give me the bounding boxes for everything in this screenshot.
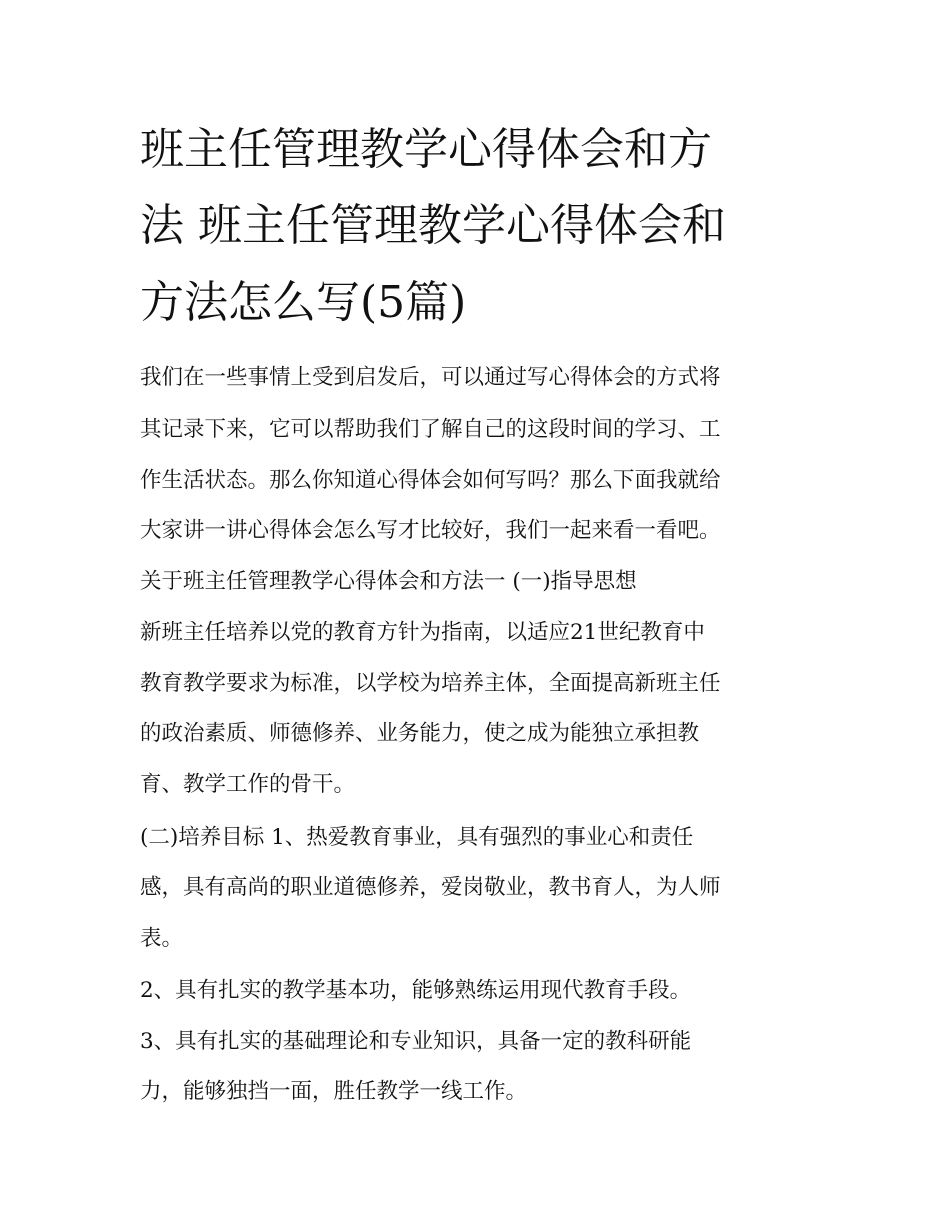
body-line-11: 感，具有高尚的职业道德修养，爱岗敬业，教书育人，为人师 <box>140 875 721 900</box>
list-item-2: 2、具有扎实的教学基本功，能够熟练运用现代教育手段。 <box>140 978 692 1003</box>
body-line-4: 大家讲一讲心得体会怎么写才比较好，我们一起来看一看吧。 <box>140 518 721 543</box>
body-line-12: 表。 <box>140 926 184 951</box>
body-line-9: 育、教学工作的骨干。 <box>140 772 356 797</box>
body-line-1: 我们在一些事情上受到启发后，可以通过写心得体会的方式将 <box>140 365 721 390</box>
section-heading-1: 关于班主任管理教学心得体会和方法一 (一)指导思想 <box>140 569 637 594</box>
body-line-8: 的政治素质、师德修养、业务能力，使之成为能独立承担教 <box>140 721 700 746</box>
document-title-line-1: 班主任管理教学心得体会和方 <box>140 124 712 175</box>
body-line-6: 新班主任培养以党的教育方针为指南，以适应21世纪教育中 <box>140 620 705 645</box>
body-line-3: 作生活状态。那么你知道心得体会如何写吗？那么下面我就给 <box>140 468 721 493</box>
list-item-3: 3、具有扎实的基础理论和专业知识，具备一定的教科研能 <box>140 1029 692 1054</box>
body-line-2: 其记录下来，它可以帮助我们了解自己的这段时间的学习、工 <box>140 417 721 442</box>
section-heading-2: (二)培养目标 1、热爱教育事业，具有强烈的事业心和责任 <box>140 825 694 850</box>
document-title-line-2: 法 班主任管理教学心得体会和 <box>140 200 726 251</box>
document-title-line-3: 方法怎么写(5篇) <box>140 277 467 328</box>
body-line-15: 力，能够独挡一面，胜任教学一线工作。 <box>140 1079 528 1104</box>
body-line-7: 教育教学要求为标准，以学校为培养主体，全面提高新班主任 <box>140 671 721 696</box>
